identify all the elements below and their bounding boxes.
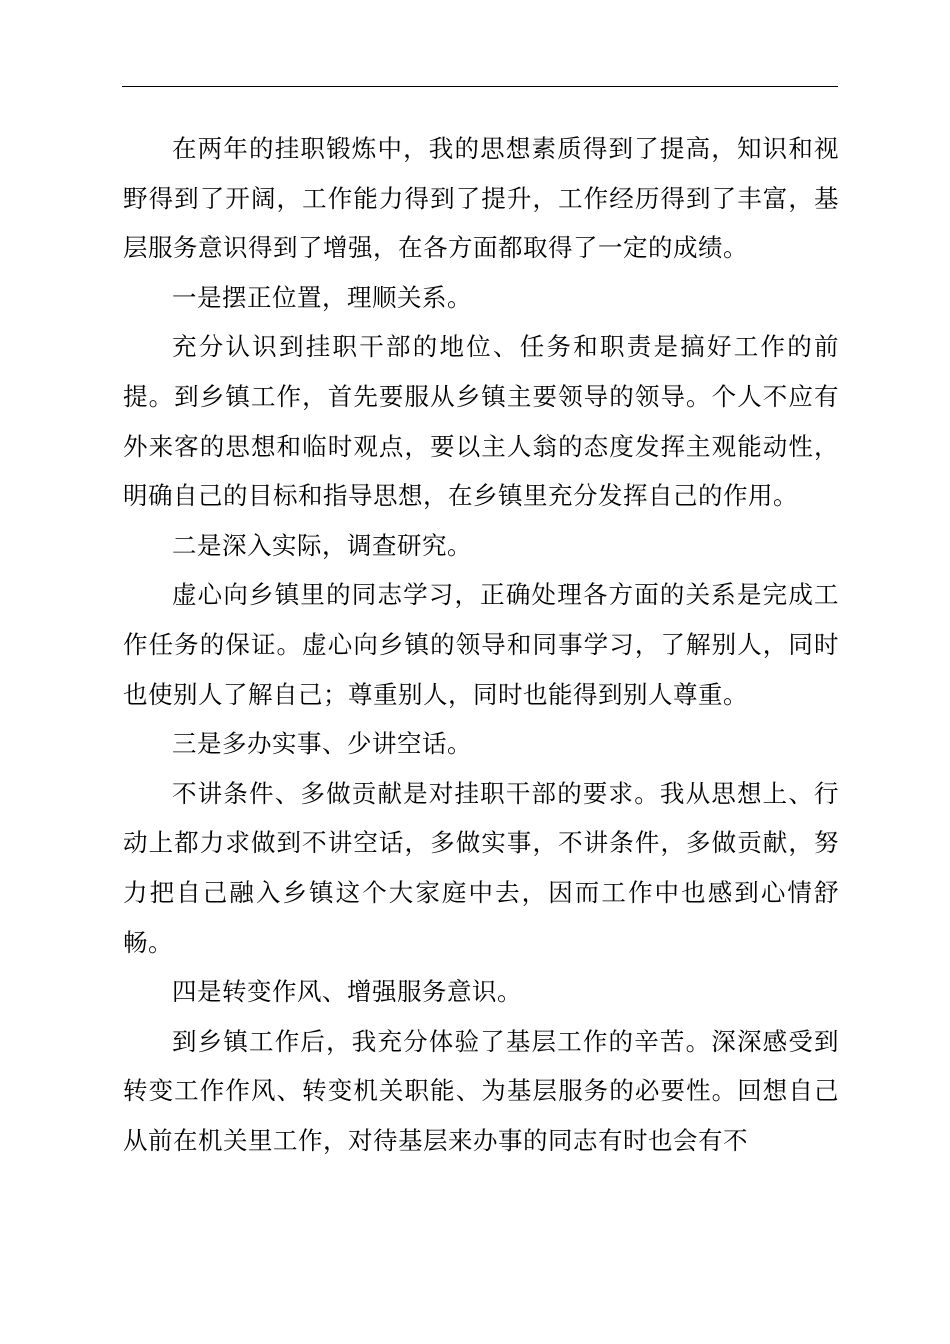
paragraph-point-three: 不讲条件、多做贡献是对挂职干部的要求。我从思想上、行动上都力求做到不讲空话，多做实事，不讲条件，多做贡献，努力把自己融入乡镇这个大家庭中去，因而工作中也感到心情舒畅。 bbox=[123, 778, 839, 957]
paragraph-point-four: 到乡镇工作后，我充分体验了基层工作的辛苦。深深感受到转变工作作风、转变机关职能、为基层服务的必要性。回想自己从前在机关里工作，对待基层来办事的同志有时也会有不 bbox=[123, 1026, 839, 1155]
heading-point-one: 一是摆正位置，理顺关系。 bbox=[172, 282, 472, 312]
heading-point-three: 三是多办实事、少讲空话。 bbox=[172, 729, 472, 759]
document-body bbox=[123, 124, 839, 1165]
heading-point-four: 四是转变作风、增强服务意识。 bbox=[172, 977, 522, 1007]
paragraph-intro: 在两年的挂职锻炼中，我的思想素质得到了提高，知识和视野得到了开阔，工作能力得到了提升，工作经历得到了丰富，基层服务意识得到了增强，在各方面都取得了一定的成绩。 bbox=[123, 134, 839, 263]
header-divider bbox=[122, 86, 838, 87]
heading-point-two: 二是深入实际，调查研究。 bbox=[172, 530, 472, 560]
paragraph-point-two: 虚心向乡镇里的同志学习，正确处理各方面的关系是完成工作任务的保证。虚心向乡镇的领导和同事学习，了解别人，同时也使别人了解自己；尊重别人，同时也能得到别人尊重。 bbox=[123, 580, 839, 709]
paragraph-point-one: 充分认识到挂职干部的地位、任务和职责是搞好工作的前提。到乡镇工作，首先要服从乡镇主要领导的领导。个人不应有外来客的思想和临时观点，要以主人翁的态度发挥主观能动性，明确自己的目标和指导思想，在乡镇里充分发挥自己的作用。 bbox=[123, 332, 839, 511]
